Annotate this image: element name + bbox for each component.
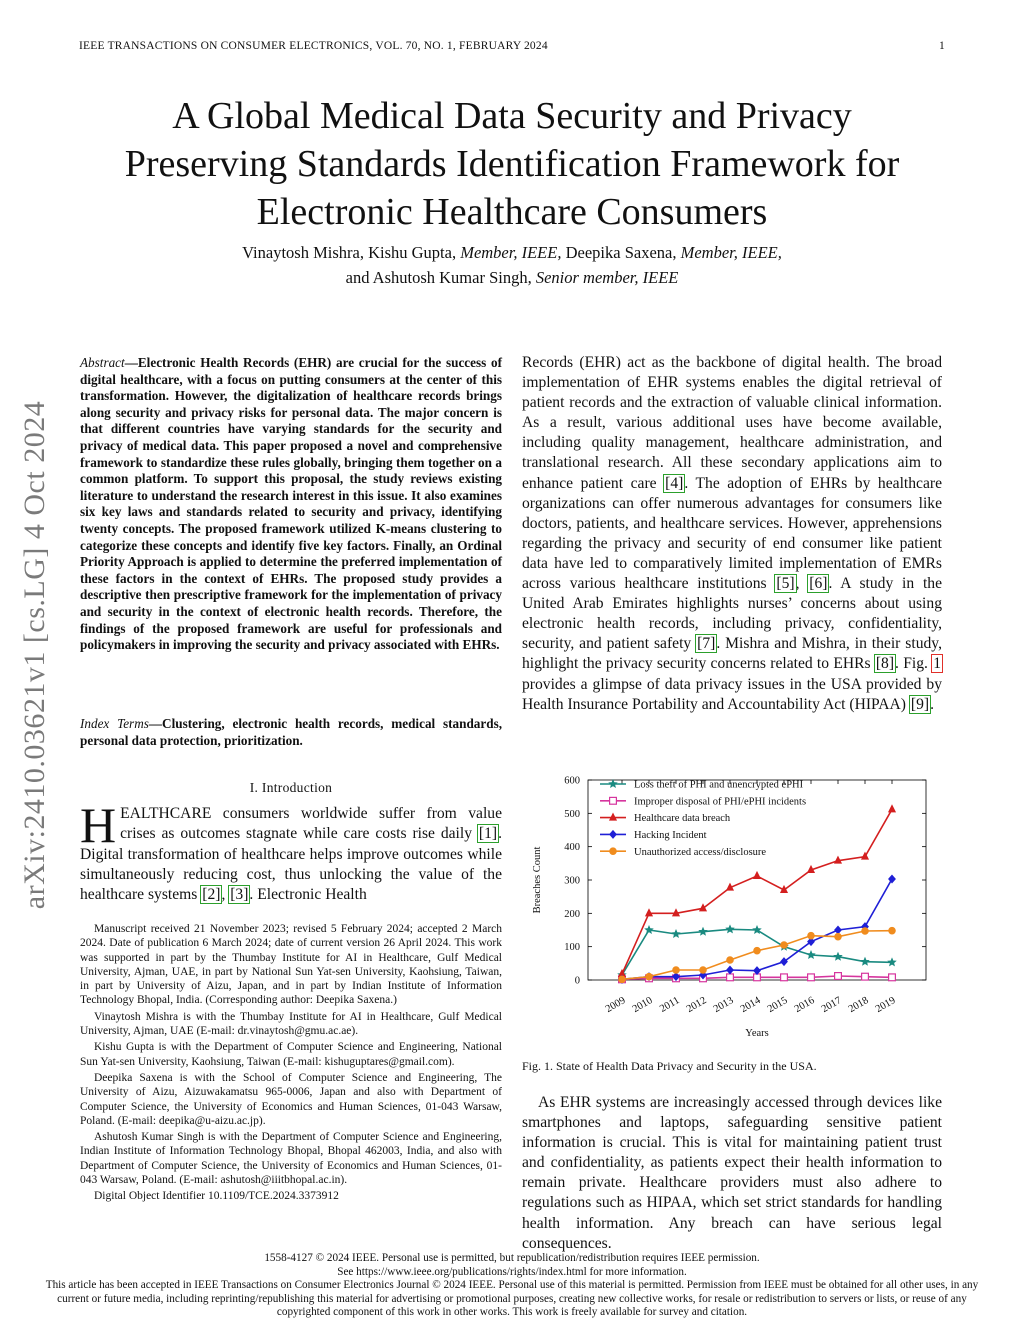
running-header: [79, 40, 945, 52]
legend-label: Healthcare data breach: [634, 813, 731, 825]
legend-label: Loss theft of PHI and unencrypted ePHI: [634, 779, 804, 791]
citation-link[interactable]: [2]: [202, 886, 221, 904]
x-tick-label: 2010: [630, 995, 655, 1016]
copyright-line-2: See https://www.ieee.org/publications/rights/index.html for more information.: [337, 1265, 687, 1278]
right-paragraph-2: As EHR systems are increasingly accessed through devices like smartphones and laptops, safeguarding sensitive patient information is crucial. This is vital for maintaining patient trust and confidentiality, as patients expect their health information to remain private. Healthcare providers must also adhere to regulations such as HIPAA, which set strict standards for handling health information. Any breach can have serious legal consequences.: [522, 1094, 942, 1252]
right-text-2: . The adoption of EHRs by healthcare organizations can offer numerous advantages for consumers like doctors, patients, and healthcare services. However, apprehensions regarding the privacy and security of end consumer like patient data have led to comparatively limited implementation of EMRs across various healthcare institutions: [522, 474, 942, 593]
y-tick-label: 0: [574, 975, 580, 987]
data-point: [754, 872, 761, 879]
data-point: [862, 928, 869, 935]
right-text-4: . A study in the United Arab Emirates highlights nurses’ concerns about using electronic health records, including privacy, confidentiality, security, and patient safety: [522, 575, 942, 653]
x-tick-label: 2014: [738, 995, 763, 1016]
footnote-author-3: Deepika Saxena is with the School of Computer Science and Engineering, The University of Aizu, Aizuwakamatsu 965-0006, Japan and also with Department of Computer Science, the University of Economics and Human Sciences, 01-043 Warsaw, Poland. (E-mail: deepika@u-aizu.ac.jp).: [80, 1071, 502, 1127]
data-point: [889, 927, 896, 934]
data-point: [808, 932, 815, 939]
data-point: [835, 933, 842, 940]
index-terms-text: Clustering, electronic health records, medical standards, personal data protection, prioritization.: [80, 716, 502, 748]
citation-link[interactable]: [4]: [665, 474, 684, 492]
citation-link[interactable]: [9]: [910, 695, 930, 713]
data-point: [781, 942, 788, 949]
right-text-5: . Mishra and Mishra, in their study, highlight the privacy security concerns related to EHRs: [522, 635, 942, 673]
author-names-3: and Ashutosh Kumar Singh,: [345, 268, 536, 287]
legend-label: Hacking Incident: [634, 830, 707, 841]
author-membership-2: Member, IEEE,: [680, 243, 782, 262]
legend-label: Unauthorized access/disclosure: [634, 846, 767, 858]
footnotes: [80, 922, 502, 1206]
data-point: [700, 967, 707, 974]
x-tick-label: 2012: [684, 995, 709, 1016]
data-point: [888, 958, 896, 966]
index-terms: Index Terms—Clustering, electronic health records, medical standards, personal data protection, prioritization.: [80, 716, 502, 748]
y-tick-label: 100: [564, 942, 580, 954]
data-point: [834, 952, 842, 960]
right-text-8: .: [930, 695, 934, 713]
author-membership-1: Member, IEEE,: [460, 243, 562, 262]
x-tick-label: 2013: [711, 995, 736, 1016]
data-point: [807, 951, 815, 959]
title-line-3: Electronic Healthcare Consumers: [256, 191, 768, 233]
right-text-1: Records (EHR) act as the backbone of digital health. The broad implementation of EHR systems enables the digital retrieval of patient records and the extraction of valuable clinical information. As a result, various additional uses have become available, including quality management, healthcare administration, and translational research. All these secondary applications aim to enhance patient care: [522, 354, 942, 492]
drop-cap: H: [80, 797, 117, 853]
x-tick-label: 2018: [846, 995, 871, 1016]
data-point: [673, 967, 680, 974]
chart-legend: [600, 780, 806, 858]
title-line-1: A Global Medical Data Security and Privacy: [172, 95, 852, 137]
x-tick-label: 2019: [873, 995, 898, 1016]
data-point: [835, 926, 842, 934]
x-tick-label: 2009: [603, 995, 628, 1016]
arxiv-id: arXiv:2410.03621v1 [cs.LG] 4 Oct 2024: [18, 400, 51, 910]
arxiv-stamp: [12, 360, 58, 950]
legend-marker: [610, 831, 617, 839]
data-point: [699, 927, 707, 935]
footnote-manuscript: Manuscript received 21 November 2023; revised 5 February 2024; accepted 2 March 2024. Date of publication 6 March 2024; date of current version 26 April 2024. This work was supported in part by the Thumbay Institute for AI in Healthcare, Gulf Medical University, Ajman, UAE, in part by National Sun Yat-sen University, Kaohsiung, Taiwan, in part by University of Aizu, Japan, and in part by Indian Institute of Information Technology Bhopal, India. (Corresponding author: Deepika Saxena.): [80, 923, 502, 1007]
copyright-line-1: 1558-4127 © 2024 IEEE. Personal use is permitted, but republication/redistribution requires IEEE permission.: [264, 1252, 760, 1264]
intro-text-1: EALTHCARE consumers worldwide suffer from value crises as outcomes stagnate while care costs rise daily: [120, 805, 502, 843]
legend-marker: [610, 797, 617, 804]
data-point: [672, 930, 680, 938]
breaches-line-chart: [522, 772, 942, 1044]
intro-text-3: ,: [221, 886, 230, 904]
y-tick-label: 500: [564, 808, 580, 820]
data-point: [645, 926, 653, 934]
footnote-author-4: Ashutosh Kumar Singh is with the Department of Computer Science and Engineering, Indian Institute of Information Technology Bhopal, Bhopal 462003, India, and also with Department of Computer Science, the University of Economics and Human Sciences, 01-043 Warsaw, Poland. (E-mail: ashutosh@iiitbhopal.ac.in).: [80, 1131, 502, 1187]
figure-caption: Fig. 1. State of Health Data Privacy and Security in the USA.: [522, 1059, 817, 1073]
legend-entry-0: [600, 780, 804, 791]
data-point: [862, 973, 869, 980]
page-number: 1: [939, 40, 945, 52]
data-point: [889, 805, 896, 812]
footnote-author-1: Vinaytosh Mishra is with the Thumbay Institute for AI in Healthcare, Gulf Medical University, Ajman, UAE (E-mail: dr.vinaytosh@gmu.ac.ae).: [80, 1010, 502, 1038]
y-axis-label: Breaches Count: [532, 846, 543, 914]
author-list: [40, 240, 984, 290]
abstract: Abstract—Electronic Health Records (EHR) are crucial for the success of digital healthcare, with a focus on putting consumers at the center of this transformation. However, the digitalization of healthcare records brings along security and privacy risks for personal data. The major concern is that different countries have varying standards for the security and privacy of medical data. This paper proposed a novel and comprehensive framework to standardize these rules globally, bringing them together on a common platform. To support this proposal, the study reviews existing literature to understand the research interest in this issue. It also examines six key laws and standards related to security and privacy, identifying twenty concepts. The proposed framework utilized K-means clustering to categorize these concepts and identify five key factors. Finally, an Ordinal Priority Approach is applied to determine the preferred implementation of these factors in the context of EHRs. The proposed study provides a descriptive then prescriptive framework for the implementation of privacy and security in the context of electronic health records. Therefore, the findings of the proposed framework are useful for professionals and policymakers in improving the security and privacy associated with EHRs.: [80, 355, 502, 653]
author-names-1: Vinaytosh Mishra, Kishu Gupta,: [242, 243, 461, 262]
legend-label: Improper disposal of PHI/ePHI incidents: [634, 796, 807, 808]
y-tick-label: 200: [564, 908, 580, 920]
citation-link[interactable]: [6]: [809, 575, 828, 593]
right-text-6: . Fig.: [895, 655, 933, 673]
paper-title: [40, 92, 984, 236]
intro-paragraph: [80, 797, 502, 905]
data-point: [727, 974, 734, 981]
footnote-doi: Digital Object Identifier 10.1109/TCE.2024.3373912: [94, 1190, 339, 1203]
copyright-line-3: This article has been accepted in IEEE Transactions on Consumer Electronics Journal © 2024 IEEE. Personal use of this material is permitted. Permission from IEEE must be obtained for all other uses, in any current or future media, including reprinting/republishing this material for advertising or promotional purposes, creating new collective works, for resale or redistribution to servers or lists, or reuse of any copyrighted component of this work in other works. This work is freely available for survey and citation.: [45, 1279, 979, 1319]
right-paragraph-1: [522, 353, 942, 715]
legend-entry-3: [600, 830, 707, 841]
data-point: [700, 904, 707, 911]
legend-marker: [610, 848, 617, 855]
copyright-notice: [40, 1252, 984, 1320]
citation-link[interactable]: [3]: [230, 886, 249, 904]
author-line-2: [40, 265, 984, 290]
journal-name: IEEE TRANSACTIONS ON CONSUMER ELECTRONICS, VOL. 70, NO. 1, FEBRUARY 2024: [79, 40, 548, 52]
data-point: [727, 957, 734, 964]
data-point: [754, 947, 761, 954]
citation-link[interactable]: [1]: [478, 825, 498, 843]
legend-entry-2: [600, 813, 731, 824]
data-point: [727, 966, 734, 974]
footnote-author-2: Kishu Gupta is with the Department of Computer Science and Engineering, National Sun Yat-sen University, Kaohsiung, Taiwan (E-mail: kishuguptares@gmail.com).: [80, 1041, 502, 1068]
author-names-2: Deepika Saxena,: [561, 243, 681, 262]
section-heading-introduction: I. Introduction: [249, 780, 333, 795]
intro-text-4: . Electronic Health: [249, 886, 367, 904]
index-terms-label: Index Terms: [80, 716, 149, 731]
author-line-1: [40, 240, 984, 265]
y-tick-label: 600: [564, 775, 580, 787]
x-tick-label: 2016: [792, 995, 817, 1016]
data-point: [619, 976, 626, 983]
x-tick-label: 2017: [819, 995, 844, 1016]
data-point: [889, 974, 896, 981]
legend-marker: [609, 780, 617, 788]
x-tick-label: 2015: [765, 995, 790, 1016]
citation-link[interactable]: [8]: [875, 655, 895, 673]
data-point: [726, 925, 734, 933]
data-point: [646, 973, 653, 980]
data-point: [808, 974, 815, 981]
data-point: [861, 957, 869, 965]
y-tick-label: 300: [564, 875, 580, 887]
figure-link[interactable]: 1: [933, 655, 941, 673]
x-axis-label: Years: [745, 1028, 769, 1039]
citation-link[interactable]: [7]: [697, 635, 716, 653]
legend-entry-1: [600, 796, 806, 807]
author-membership-3: Senior member, IEEE: [535, 268, 679, 287]
title-line-2: Preserving Standards Identification Framework for: [124, 143, 900, 185]
data-point: [835, 973, 842, 980]
x-tick-label: 2011: [658, 995, 682, 1015]
abstract-label: Abstract: [80, 355, 125, 370]
intro-text-2: . Digital transformation of healthcare helps improve outcomes while simultaneously reducing cost, thus unlocking the value of the healthcare systems: [80, 825, 502, 904]
legend-entry-4: [600, 847, 766, 858]
right-text-3: ,: [795, 575, 809, 593]
data-point: [781, 974, 788, 981]
right-text-7: provides a glimpse of data privacy issues in the USA provided by Health Insurance Portability and Accountability Act (HIPAA): [522, 675, 942, 713]
citation-link[interactable]: [5]: [776, 575, 795, 593]
abstract-text: Electronic Health Records (EHR) are crucial for the success of digital healthcare, with a focus on putting consumers at the center of this transformation. However, the digitalization of healthcare records brings along security and privacy risks for personal data. The major concern is that different countries have varying standards for the security and privacy of medical data. This paper proposed a novel and comprehensive framework to standardize these rules globally, bringing them together on a common platform. To support this proposal, the study reviews existing literature to understand the research interest in this issue. It also examines six key laws and standards related to security and privacy, identifying twenty concepts. The proposed framework utilized K-means clustering to categorize these concepts and identify five key factors. Finally, an Ordinal Priority Approach is applied to determine the preferred implementation of these factors in the context of EHRs. The proposed study provides a descriptive then prescriptive framework for the implementation of privacy and security in the context of electronic health records. Therefore, the findings of the proposed framework are useful for professionals and policymakers in improving the security and privacy associated with EHRs.: [80, 355, 502, 653]
y-tick-label: 400: [564, 842, 580, 854]
